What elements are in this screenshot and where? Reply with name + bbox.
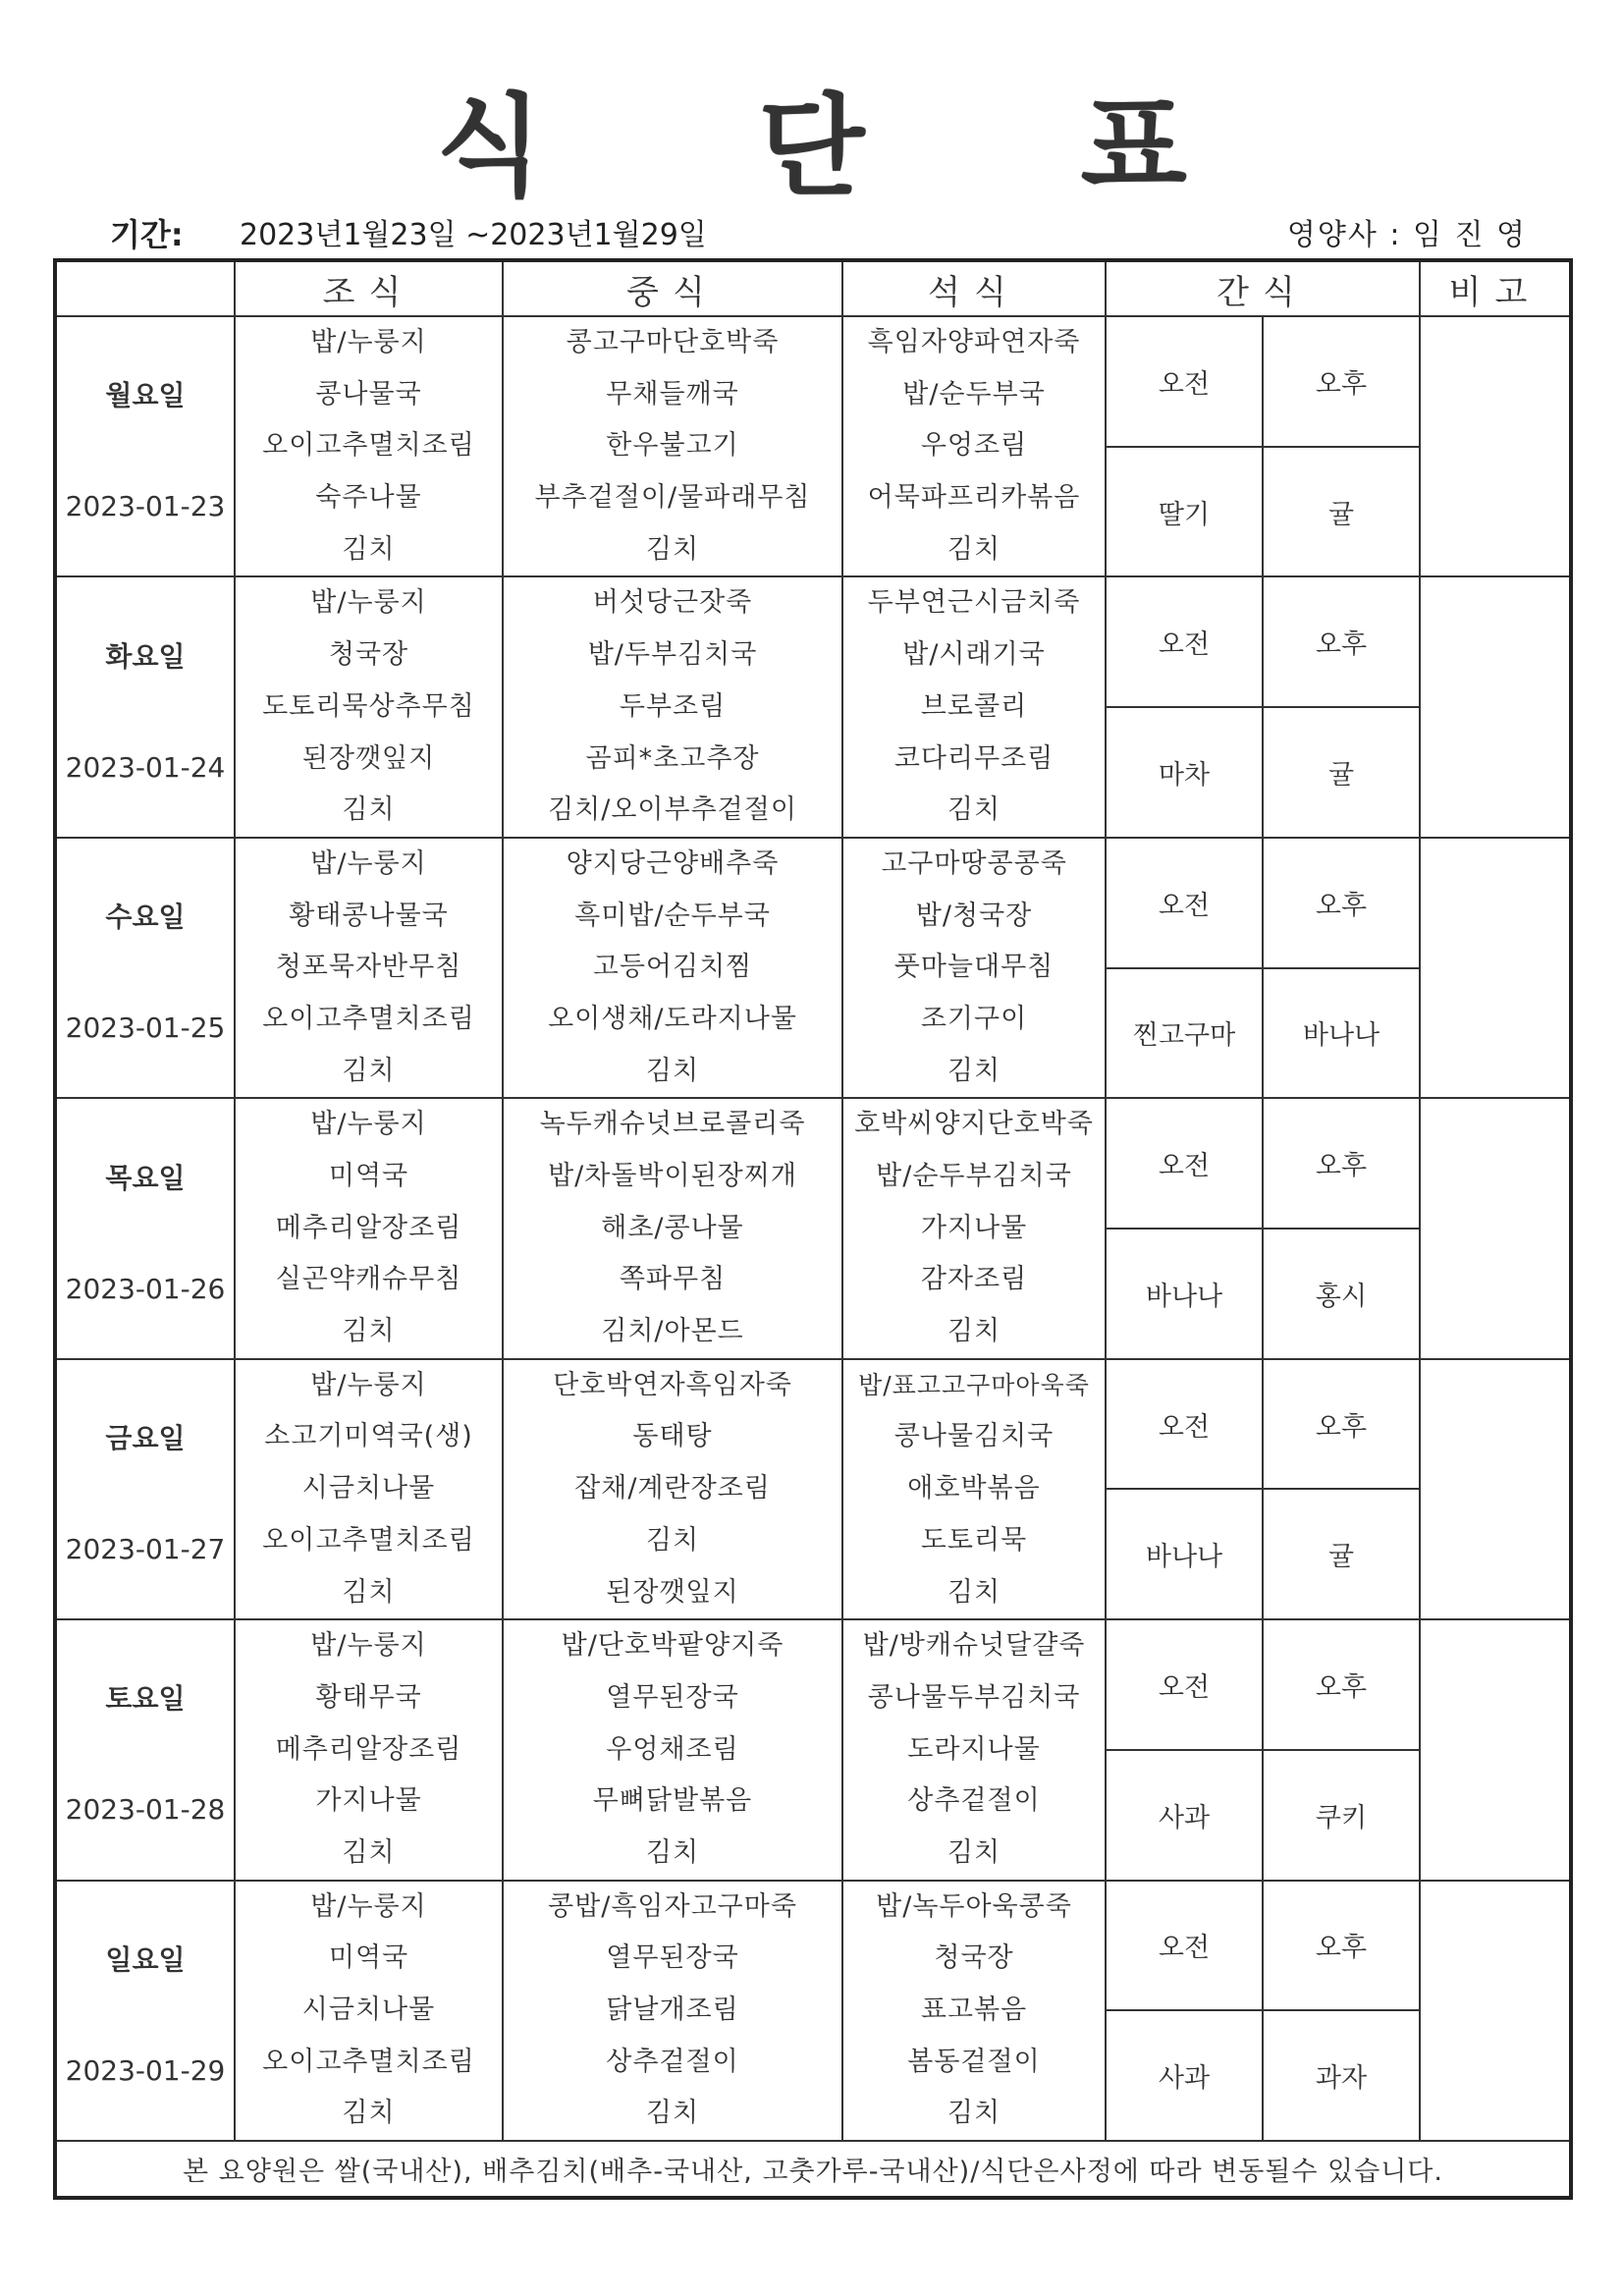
snack-pm-label: 오후 [1263,1359,1420,1490]
menu-item: 양지당근양배추죽 [566,847,780,879]
note-cell [1420,1098,1571,1358]
lunch-cell [503,316,842,576]
breakfast-cell [235,316,503,576]
note-cell [1420,1619,1571,1880]
menu-item: 닭날개조림 [606,1995,739,2025]
dinner-cell [842,1098,1106,1358]
menu-item: 메추리알장조림 [275,1212,462,1243]
snack-am-label: 오전 [1106,838,1263,968]
dinner-cell [842,316,1106,576]
menu-item: 청포묵자반무침 [275,952,462,983]
menu-item: 밥/시래기국 [902,639,1046,671]
day-date: 2023-01-26 [65,1272,226,1305]
day-row [55,316,1571,447]
menu-item: 표고볶음 [920,1995,1028,2025]
menu-item: 미역국 [328,1942,409,1974]
menu-item: 황태무국 [315,1681,422,1713]
day-date: 2023-01-25 [65,1011,226,1045]
snack-pm-label: 오후 [1263,1619,1420,1750]
snack-am: 딸기 [1106,447,1263,577]
menu-item: 김치 [342,794,396,826]
lunch-cell [503,1098,842,1358]
menu-item: 도토리묵상추무침 [262,690,475,722]
menu-item: 된장깻잎지 [606,1576,739,1608]
menu-item: 브로콜리 [920,690,1028,722]
menu-item: 가지나물 [920,1212,1028,1243]
dietitian: 영양사 : 임 진 영 [1286,218,1527,252]
lunch-cell [503,838,842,1098]
snack-am: 찐고구마 [1106,968,1263,1099]
menu-item: 밥/표고고구마아욱죽 [858,1371,1090,1400]
day-row [55,1881,1571,2011]
menu-item: 청국장 [934,1942,1014,1974]
menu-item: 메추리알장조림 [275,1733,462,1765]
snack-pm-label: 오후 [1263,316,1420,447]
menu-item: 미역국 [328,1161,409,1191]
footer-row [55,2141,1571,2198]
menu-item: 버섯당근잣죽 [592,587,753,619]
menu-item: 어묵파프리카볶음 [867,482,1081,514]
title-char-2: 단 [758,83,865,211]
menu-item: 풋마늘대무침 [893,952,1055,983]
snack-pm: 귤 [1263,707,1420,838]
menu-item: 김치 [342,2098,396,2129]
menu-body [55,316,1571,2141]
day-cell [55,1881,235,2141]
menu-table [53,258,1573,2200]
dinner-cell [842,1881,1106,2141]
menu-item: 밥/누룽지 [310,847,427,879]
menu-item: 숙주나물 [315,482,422,514]
day-name: 월요일 [105,379,186,412]
day-cell [55,1619,235,1880]
menu-item: 김치 [645,2098,700,2129]
period-value: 2023년1월23일 ~2023년1월29일 [240,218,707,252]
menu-item: 김치 [342,533,396,565]
snack-pm: 쿠키 [1263,1750,1420,1881]
day-cell [55,576,235,837]
snack-pm: 과자 [1263,2010,1420,2141]
menu-item: 밥/두부김치국 [587,639,758,671]
menu-item: 밥/누룽지 [310,1890,427,1922]
day-name: 화요일 [105,639,186,673]
day-date: 2023-01-28 [65,1793,226,1827]
menu-item: 동태탕 [632,1421,713,1452]
menu-item: 상추겉절이 [907,1785,1041,1817]
snack-am-label: 오전 [1106,1359,1263,1490]
menu-item: 밥/청국장 [915,900,1033,931]
snack-am: 바나나 [1106,1489,1263,1619]
menu-item: 김치 [947,1576,1001,1608]
menu-item: 열무된장국 [606,1681,739,1713]
menu-item: 김치 [947,2098,1001,2129]
header-day [55,260,235,316]
menu-item: 조기구이 [920,1003,1028,1034]
menu-item: 오이고추멸치조림 [262,2046,475,2077]
menu-item: 상추겉절이 [606,2046,739,2077]
snack-pm-label: 오후 [1263,838,1420,968]
day-date: 2023-01-29 [65,2053,226,2087]
snack-am-label: 오전 [1106,1619,1263,1750]
menu-item: 곰피*초고추장 [585,742,760,774]
menu-item: 밥/누룽지 [310,1630,427,1662]
menu-item: 김치/오이부추겉절이 [548,794,797,826]
menu-item: 해초/콩나물 [601,1212,744,1243]
menu-item: 실곤약캐슈무침 [275,1264,462,1295]
menu-item: 밥/녹두아욱콩죽 [876,1890,1072,1922]
menu-item: 고등어김치찜 [592,952,753,983]
menu-item: 된장깻잎지 [301,742,436,774]
snack-pm: 바나나 [1263,968,1420,1099]
menu-item: 두부연근시금치죽 [867,587,1081,619]
menu-item: 두부조림 [619,690,727,722]
snack-am: 사과 [1106,1750,1263,1881]
dinner-cell [842,838,1106,1098]
menu-item: 콩고구마단호박죽 [566,327,780,357]
menu-item: 김치 [342,1836,396,1868]
day-name: 토요일 [105,1682,186,1716]
period-label: 기간: [110,216,184,253]
menu-item: 무채들깨국 [606,378,739,410]
menu-item: 오이고추멸치조림 [262,1524,475,1556]
menu-item: 김치 [947,1316,1001,1347]
menu-item: 콩밥/흑임자고구마죽 [548,1890,797,1922]
menu-item: 시금치나물 [301,1473,436,1504]
menu-item: 청국장 [328,639,409,671]
menu-item: 밥/단호박팥양지죽 [561,1630,784,1662]
day-date: 2023-01-23 [65,490,226,523]
menu-item: 오이생채/도라지나물 [548,1003,797,1034]
menu-item: 애호박볶음 [907,1473,1041,1504]
dinner-cell [842,1359,1106,1619]
day-row [55,576,1571,707]
day-cell [55,316,235,576]
menu-item: 한우불고기 [606,430,739,462]
day-name: 일요일 [105,1942,186,1976]
menu-item: 밥/누룽지 [310,327,427,357]
snack-am: 마차 [1106,707,1263,838]
breakfast-cell [235,1881,503,2141]
menu-item: 김치 [645,1524,700,1556]
menu-item: 우엉채조림 [606,1733,739,1765]
day-date: 2023-01-24 [65,750,226,784]
snack-pm: 홍시 [1263,1229,1420,1359]
header-dinner: 석식 [842,260,1106,316]
menu-item: 김치 [947,1836,1001,1868]
lunch-cell [503,1359,842,1619]
menu-item: 밥/방캐슈넛달걀죽 [862,1630,1086,1662]
menu-item: 콩나물김치국 [893,1421,1055,1452]
snack-am: 바나나 [1106,1229,1263,1359]
menu-item: 김치/아몬드 [601,1316,744,1347]
day-name: 목요일 [105,1161,186,1194]
header-breakfast: 조식 [235,260,503,316]
footer-note: 본 요양원은 쌀(국내산), 배추김치(배추-국내산, 고춧가루-국내산)/식단은사정에 따라 변동될수 있습니다. [55,2141,1571,2198]
menu-item: 밥/누룽지 [310,587,427,619]
note-cell [1420,1881,1571,2141]
day-cell [55,1359,235,1619]
menu-item: 김치 [947,794,1001,826]
menu-item: 밥/순두부국 [902,378,1046,410]
menu-item: 소고기미역국(생) [264,1421,473,1452]
dinner-cell [842,1619,1106,1880]
day-cell [55,838,235,1098]
snack-am-label: 오전 [1106,316,1263,447]
menu-item: 봄동겉절이 [907,2046,1041,2077]
menu-item: 열무된장국 [606,1942,739,1974]
day-date: 2023-01-27 [65,1532,226,1565]
menu-item: 오이고추멸치조림 [262,430,475,462]
title-char-3: 표 [1080,83,1187,211]
snack-am-label: 오전 [1106,576,1263,707]
menu-item: 황태콩나물국 [289,900,449,931]
lunch-cell [503,576,842,837]
snack-pm: 귤 [1263,447,1420,577]
header-snack: 간식 [1106,260,1420,316]
menu-item: 도라지나물 [907,1733,1041,1765]
day-row [55,1098,1571,1229]
menu-item: 녹두캐슈넛브로콜리죽 [539,1109,806,1140]
snack-pm-label: 오후 [1263,576,1420,707]
note-cell [1420,1359,1571,1619]
menu-item: 김치 [645,1055,700,1086]
menu-item: 무뼈닭발볶음 [592,1785,753,1817]
menu-item: 김치 [645,533,700,565]
menu-item: 고구마땅콩콩죽 [881,847,1067,879]
breakfast-cell [235,1619,503,1880]
snack-pm-label: 오후 [1263,1881,1420,2011]
menu-item: 부추겉절이/물파래무침 [534,482,811,514]
menu-item: 김치 [342,1316,396,1347]
day-row [55,1619,1571,1750]
menu-item: 밥/누룽지 [310,1109,427,1140]
menu-item: 코다리무조림 [893,742,1055,774]
menu-item: 밥/차돌박이된장찌개 [548,1161,797,1191]
header-row [55,260,1571,316]
lunch-cell [503,1881,842,2141]
snack-am-label: 오전 [1106,1098,1263,1229]
dinner-cell [842,576,1106,837]
menu-item: 쪽파무침 [619,1264,727,1295]
menu-item: 김치 [947,1055,1001,1086]
menu-item: 밥/순두부김치국 [876,1161,1072,1191]
menu-item: 김치 [342,1576,396,1608]
day-name: 수요일 [105,901,186,934]
menu-item: 시금치나물 [301,1995,436,2025]
breakfast-cell [235,576,503,837]
snack-am: 사과 [1106,2010,1263,2141]
breakfast-cell [235,1098,503,1358]
menu-item: 김치 [645,1836,700,1868]
snack-pm: 귤 [1263,1489,1420,1619]
header-note: 비고 [1420,260,1571,316]
snack-pm-label: 오후 [1263,1098,1420,1229]
header-lunch: 중식 [503,260,842,316]
lunch-cell [503,1619,842,1880]
menu-item: 잡채/계란장조림 [574,1473,771,1504]
note-cell [1420,316,1571,576]
menu-item: 감자조림 [920,1264,1028,1295]
menu-item: 호박씨양지단호박죽 [854,1109,1094,1140]
note-cell [1420,838,1571,1098]
snack-am-label: 오전 [1106,1881,1263,2011]
day-name: 금요일 [105,1421,186,1454]
menu-item: 가지나물 [315,1785,422,1817]
menu-item: 밥/누룽지 [310,1369,427,1400]
menu-item: 흑미밥/순두부국 [574,900,771,931]
day-cell [55,1098,235,1358]
menu-item: 김치 [342,1055,396,1086]
day-row [55,1359,1571,1490]
page-title [0,59,1623,217]
menu-item: 단호박연자흑임자죽 [553,1369,792,1400]
breakfast-cell [235,838,503,1098]
menu-item: 콩나물두부김치국 [867,1681,1081,1713]
day-row [55,838,1571,968]
menu-item: 흑임자양파연자죽 [867,327,1081,357]
menu-item: 도토리묵 [920,1524,1028,1556]
menu-item: 김치 [947,533,1001,565]
breakfast-cell [235,1359,503,1619]
note-cell [1420,576,1571,837]
menu-item: 콩나물국 [315,378,422,410]
menu-item: 우엉조림 [920,430,1028,462]
title-char-1: 식 [436,83,543,211]
menu-item: 오이고추멸치조림 [262,1003,475,1034]
